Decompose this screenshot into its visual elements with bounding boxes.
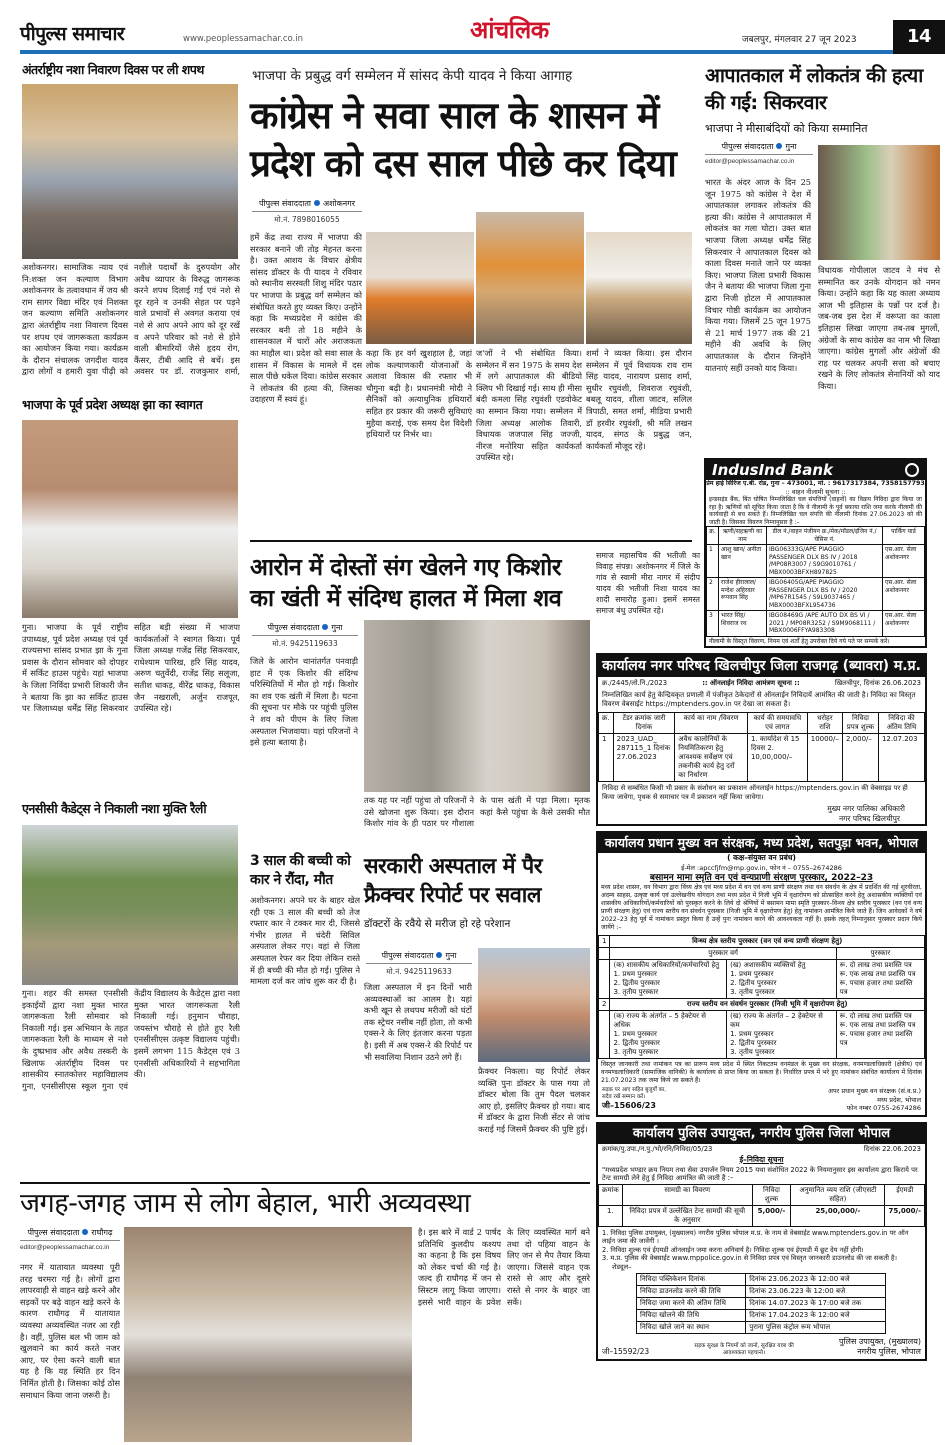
cell: रू. एक लाख तथा प्रशस्ति पत्र	[839, 1021, 916, 1029]
cell: निविदा खोले जाने का स्थान	[637, 1322, 746, 1334]
th: पार्किंग यार्ड	[883, 527, 925, 545]
ad-intro: निम्नलिखित कार्य हेतु केन्द्रियकृत प्रणाली में पंजीकृत ठेकेदारों से ऑनलाईन निविदायें आमंत्रित की जाती है। निविदा का विस्तृत विवरण वेबसाईट https://mptenders.gov.in पर देखा जा सकता है।	[602, 691, 916, 708]
cell: रू. दो लाख तथा प्रशस्ति पत्र	[839, 1012, 912, 1020]
cell: 3. तृतीय पुरस्कार	[613, 988, 659, 996]
th: सामग्री का विवरण	[622, 1184, 752, 1205]
auction-table	[706, 526, 925, 637]
bottom-email[interactable]: editor@peoplessamachar.co.in	[20, 1244, 110, 1251]
cell: दिनांक 17.04.2023 के 12:00 बजे	[746, 1310, 886, 1322]
right-subhead: भाजपा ने मीसाबंदियों को किया सम्मानित	[705, 122, 868, 135]
ad-date: खिलचीपुर, दिनांक 26.06.2023	[834, 679, 921, 687]
traffic-jam-photo	[124, 1227, 412, 1442]
cell: राजेश हीरालाल/ मन्देश अहिरवार रूपवान सिंह	[719, 578, 767, 611]
cell: निविदा खोलने की तिथि	[637, 1310, 746, 1322]
ad-signatory: अपर प्रधान मुख्य वन संरक्षक (सं.व.प्र.)	[828, 1087, 921, 1095]
award-category: विन्ध्य क्षेत्र स्तरीय पुरस्कार (वन एवं वन्य प्राणी संरक्षण हेतु)	[610, 936, 925, 948]
sagai-body: समाज महासचिव की भतीजी का विवाह संपन्न। अशोकनगर में जिले के गांव से स्वामी मीरा नागर में संदीप यादव की भतीजी निशा यादव का शादी समारोह हुआ। इसमें समस्त समाज बंधु उपस्थित रहे।	[596, 551, 700, 615]
cell: (ख) अशासकीय व्यक्तियों हेतु	[730, 961, 806, 969]
ad-signatory-office: नगर परिषद खिलचीपुर	[838, 814, 900, 823]
th: पुरस्कार वर्ग	[610, 948, 836, 960]
cell: 2. द्वितीय पुरस्कार	[613, 979, 660, 987]
story1-body: अशोकनगर। सामाजिक न्याय एवं नि:शक्त जन कल्याण विभाग अशोकनगर के तत्वावधान में जय श्री राम सागर विद्या मंदिर एवं निशक्त जन कल्याण समिति अशोकनगर द्वारा अंतर्राष्ट्रीय नशा निवारण दिवस पर शपथ एवं जागरूकता कार्यक्रम का आयोजन किया गया। कार्यक्रम के दौरान संचालक जगदीश यादव द्वारा लोगों व हमारी युवा पीढ़ी को नशीले पदार्थों के दुरुपयोग और अवैध व्यापार के विरुद्ध जागरूक करने शपथ दिलाई गई एवं नशे से दूर रहने व उनकी सेहत पर पड़ने वाले प्रभावों से अवगत कराया एवं नशे से आप अपने आप को दूर रखें व अपने परिवार को नशे से होने वाली बीमारियों जैसे हृदय रोग, कैंसर, टीबी आदि से बचें। इस अवसर पर डॉ. राजकुमार शर्मा,	[22, 262, 240, 377]
child-body: अशोकनगर। अपने घर के बाहर खेल रही एक 3 साल की बच्ची को तेज रफ्तार कार ने टक्कर मार दी, जिससे गंभीर हालत में चंदेरी सिविल अस्पताल लेकर गए। वहां से जिला अस्पताल रेफर कर दिया लेकिन रास्ते में ही बच्ची की मौत हो गई। पुलिस ने मामला दर्ज कर जांच शुरू कर दी है।	[250, 895, 360, 987]
main-body-col4: शर्मा ने व्यक्त किया। इस दौरान सम्मेलन में पूर्व विधायक राव राम सिंह यादव, नारायण प्रसाद शर्मा, सुधीर रघुवंशी, शिवराज रघुवंशी, बबलू यादव, शीला जाटव, सलिल त्रिपाठी, समत शर्मा, मीडिया प्रभारी डॉ हरवीर रघुवंशी, श्री मति लखन यादव, संगठ के प्रबुद्ध जन, कार्यकर्ता मौजूद रहे।	[586, 348, 692, 451]
right-body-2: विधायक गोपीलाल जाटव ने मंच से सम्मानित कर उनके योगदान को नमन किया। उन्होंने कहा कि यह काला अध्याय आज भी इतिहास के पन्नों पर दर्ज है। जब-जब इस देश में वरूप्ता का काला इतिहास लिखा जाएगा तब-तब मुगलों, अंग्रेजों के साथ कांग्रेस का नाम भी लिखा जाएगा। कांग्रेस मुगलों और अंग्रेजों की राह पर चलकर अपनी सत्ता को बचाए रखने के लिए लोकतंत्र सेनानियों को याद किया।	[818, 265, 940, 391]
cell: (ख) राज्य के अंतर्गत – 2 हेक्टेयर से कम	[730, 1012, 823, 1029]
th: धरोहर राशि	[807, 713, 842, 734]
cell: दिनांक 14.07.2023 के 17:00 बजे तक	[746, 1298, 886, 1310]
cell: 2023_UAD_ 287115_1 दिनांक 27.06.2023	[613, 734, 675, 782]
table-row	[707, 545, 925, 578]
bullet-icon	[776, 143, 782, 149]
right-byline: पीपुल्स संवाददाता	[721, 142, 774, 151]
main-headline: कांग्रेस ने सवा साल के शासन में प्रदेश को दस साल पीछे कर दिया	[250, 94, 676, 185]
cell: पुराना पुलिस कंट्रोल रूम भोपाल	[746, 1322, 886, 1334]
ad-intro: मध्य प्रदेश शासन, वन विभाग द्वारा विंध्य क्षेत्र एवं मध्य प्रदेश में वन एवं वन्य प्राणी संरक्षण तथा वन संवर्धन के क्षेत्र में प्रदर्शित की गई शूरवीरता, अदम्य साहस, उत्कृष्ट कार्य एवं उल्लेखनीय योगदान तथा मध्य प्रदेश में निजी भूमि में वृक्षारोपण को प्रोत्साहित करने हेतु अशासकीय व्यक्तियों एवं शासकीय अधिकारियों/कर्मचारियों को पुरस्कृत करने के लिये दो श्रेणियों में बसामन मामा स्मृति पुरस्कार–विन्ध्य क्षेत्र स्तरीय पुरस्कार (वन एवं वन्य प्राणी संरक्षण हेतु) एवं राज्य स्तरीय वन संवर्धन पुरस्कार (निजी भूमि में वृक्षारोपण हेतु) हेतु नामांकन आमंत्रित किये जाते हैं। जिन आवेदकों ने वर्ष 2022–23 हेतु पूर्व में नामांकन प्रस्तुत किया है उन्हें पुनः नामांकन करने की आवश्यकता नहीं है। इसके तहत् निम्नानुसार पुरस्कार प्रदान किये जायेंगे :–	[601, 884, 922, 931]
cell: 2. द्वितीय पुरस्कार	[730, 1039, 777, 1047]
ad-phone: फोन नम्बर 0755-2674286	[846, 1104, 921, 1112]
cell: एस.आर. सेला अशोकनगर	[883, 611, 925, 637]
th: क्र.	[707, 527, 719, 545]
ad-stack	[596, 458, 927, 1361]
masthead	[0, 0, 945, 58]
bottom-byline-box	[20, 1227, 120, 1251]
website-link[interactable]: www.peoplessamachar.co.in	[183, 34, 304, 44]
main-event-photo-2	[476, 212, 584, 344]
cell: रू. पचास हजार तथा प्रशस्ति पत्र	[839, 1030, 913, 1047]
right-email[interactable]: editor@peoplessamachar.co.in	[705, 158, 795, 165]
cell: 1. कार्यादेश से 15 दिवस 2. 10,00,000/–	[747, 734, 807, 782]
police-tender-ad	[596, 1122, 927, 1362]
newspaper-logo: पीपुल्स समाचार	[20, 23, 125, 45]
bottom-place: राघौगढ़	[91, 1228, 113, 1237]
bullet-icon	[322, 624, 328, 630]
cell: निविदा जमा करने की अंतिम तिथि	[637, 1298, 746, 1310]
indusind-row	[596, 458, 927, 648]
cell: अवैध कालोनियों के नियमितिकरण हेतु आवश्यक सर्वेक्षण एवं तकनीकी कार्य हेतु दरों का निर्धारण	[675, 734, 748, 782]
hospital-mobile: मो.नं. 9425119633	[386, 967, 452, 976]
ad-signatory: मुख्य नगर पालिका अधिकारी	[827, 804, 905, 813]
hospital-byline: पीपुल्स संवाददाता	[381, 951, 434, 960]
dateline: जबलपुर, मंगलवार 27 जून 2023	[742, 35, 857, 45]
auction-intro: इन्डसइंड बैंक, बिंत घोषित निम्नलिखित चल संपत्तियों (वाहनों) का विक्रय निविदा द्वारा किया जा रहा है। ऋणियों को सूचित किया जाता है कि वे नीलामी के पूर्व बकाया राशि जमा करके नीलामी की कार्यवाही से बच सकते हैं। निम्नलिखित चल संपत्ति की नीलामी दिनांक 27.06.2023 को की जाती है। जिसका विवरण निम्नानुसार है :–	[709, 496, 922, 526]
main-place: अशोकनगर	[322, 199, 355, 208]
story3-headline: एनसीसी कैडेट्स ने निकाली नशा मुक्ति रैली	[22, 801, 207, 816]
main-body-col3: ज'जों ने भी संबोधित किया। सम्मेलन में सन 1975 के समय देश में लगे आपातकाल की बीडियो क्लिप भी दिखाई गई। साथ ही मीसा बंदी कमला सिंह रघुवंशी एडवोकेट का सम्मान किया गया। सम्मेलन में जिला अध्यक्ष आलोक तिवारी, विधायक जजपाल सिंह जज्जी, नीरज मनोरिया सहित कार्यकर्ता उपस्थित रहे।	[476, 348, 582, 463]
sikarwar-photo	[818, 145, 940, 260]
main-byline-box	[252, 198, 362, 225]
th: क्र.	[599, 713, 614, 734]
note: 1. निविदा पुलिस उपायुक्त, (मुख्यालय) नगरीय पुलिस भोपाल म.प्र. के नाम से वेबसाईट www.mptenders.gov.in पर ऑन लाईन जमा की जावेंगी ।	[602, 1228, 909, 1245]
main-kicker: भाजपा के प्रबुद्ध वर्ग सम्मेलन में सांसद केपी यादव ने किया आगाह	[252, 68, 573, 84]
hospital-place: गुना	[445, 951, 457, 960]
cell: रू. एक लाख तथा प्रशस्ति पत्र	[839, 970, 916, 978]
cell: (क) राज्य के अंतर्गत – 5 हेक्टेयर से अधिक	[613, 1012, 706, 1029]
auction-footer: नीलामी के विस्तृत विवरण, नियम एवं शर्तों हेतु उपरोक्त दिये गये पते पर सम्पर्क करें।	[709, 637, 890, 645]
th: क्रमांक	[599, 1184, 623, 1205]
bottom-headline: जगह-जगह जाम से लोग बेहाल, भारी अव्यवस्था	[20, 1188, 471, 1219]
bullet-icon	[314, 200, 320, 206]
cell: 1. प्रथम पुरस्कार	[613, 970, 657, 978]
th: टेंडर क्रमांक जारी दिनांक	[613, 713, 675, 734]
ad-slogan: सड़क सुरक्षा के नियमों को जानो, सुरक्षित यात्रा की आवश्यकता पहचानो।	[694, 1343, 794, 1356]
right-headline: आपातकाल में लोकतंत्र की हत्या की गई: सिकरवार	[705, 64, 923, 114]
cell: आशु खान/ अनीता खान	[719, 545, 767, 578]
story3-body: गुना। शहर की समस्त एनसीसी इकाईयों द्वारा नशा मुक्त भारत जागरूकता रैली सोमवार को निकाली गई। इस अभियान के तहत जागरूकता रैली के माध्यम से नशे के दुष्प्रभाव और अवैध तस्करी के खिलाफ अंतर्राष्ट्रीय दिवस पर शासकीय स्नातकोत्तर महाविद्यालय गुना, एनसीसीएस स्कूल गुना एवं केंद्रीय विद्यालय के कैडेट्स द्वारा नशा मुक्त भारत जागरूकता रैली निकाली गई। हनुमान चौराहा, जयस्तंभ चौराहे से होते हुए रैली एनसीसीएस उत्कृष्ट विद्यालय पहुंची। इसमें लगभग 115 कैडेट्स एवं 3 एनसीसी अधिकारियों ने सहभागिता की।	[22, 988, 240, 1091]
cell: IBG08469G /APE AUTO DX BS VI / 2021 / MP08R3252 / S9M9068111 / MBX0006FFYA983308	[767, 611, 883, 637]
cell: 2,000/–	[843, 734, 879, 782]
tender-table	[598, 1184, 925, 1227]
schedule-table	[636, 1273, 886, 1334]
story2-headline: भाजपा के पूर्व प्रदेश अध्यक्ष झा का स्वागत	[22, 397, 203, 412]
story1-headline: अंतर्राष्ट्रीय नशा निवारण दिवस पर ली शपथ	[22, 62, 204, 77]
table-row	[637, 1310, 886, 1322]
ad-outro: विस्तृत जानकारी तथा नामांकन पत्र का प्रारूप मध्य प्रदेश में स्थित निकटतम वनमंडल के मुख्य वन संरक्षक, वनमण्डलाधिकारी (क्षेत्रीय) एवं वनमण्डलाधिकारी (सामाजिक वानिकी) के कार्यालय से प्राप्त किया जा सकता है। निर्धारित प्रपत्र में भरे हुए नामांकन संबंधित कार्यालय में दिनांक 21.07.2023 तक जमा किये जा सकते हैं।	[601, 1061, 922, 1084]
ncc-rally-photo	[22, 825, 238, 985]
ad-intro: "मध्यप्रदेश भण्डार क्रय नियम तथा सेवा उपार्जन नियम 2015 यथा संशोधित 2022 के नियमानुसार इस कार्यालय द्वारा किराये पर टेन्ट सामग्री लेने हेतु ई निविदा आमंत्रित की जाती है :–	[602, 1165, 918, 1182]
table-row	[637, 1298, 886, 1310]
aron-mobile: मो.नं. 9425119633	[272, 639, 338, 648]
ad-signatory: पुलिस उपायुक्त, (मुख्यालय)	[838, 1337, 921, 1346]
bottom-byline: पीपुल्स संवाददाता	[27, 1228, 80, 1237]
right-body: भारत के अंदर आज के दिन 25 जून 1975 को कांग्रेस ने देश में आपातकाल लगाकर लोकतंत्र की हत्या की। कांग्रेस ने आपातकाल में लोकतंत्र का गला घोटा। उक्त बात भाजपा जिला अध्यक्ष धर्मेंद्र सिंह सिकरवार ने आपातकाल दिवस को काला दिवस मनाते जाने पर व्यक्त किए। भाजपा जिला प्रभारी विकास जैन ने बताया की भाजपा जिला गुना द्वारा निजी होटल में आपातकाल विचार गोष्ठी कार्यक्रम का आयोजन किया गया। जिसमें 25 जून 1975 से 21 मार्च 1977 तक की 21 महीने की अवधि के लिए आपातकाल के दौरान जिन्होंने यातनाएं सहीं उनको याद किया।	[705, 177, 811, 373]
th: पुरस्कार	[836, 948, 924, 960]
cell: 3. तृतीय पुरस्कार	[613, 1048, 659, 1056]
main-event-photo-3	[586, 232, 692, 344]
cell: 10000/–	[807, 734, 842, 782]
th: कार्य की समयावधि एवं लागत	[747, 713, 807, 734]
cell: रू. दो लाख तथा प्रशस्ति पत्र	[839, 961, 912, 969]
cell: 1. प्रथम पुरस्कार	[613, 1030, 657, 1038]
indusind-auction-ad	[704, 458, 927, 648]
cell: निविदा प्रपत्र में उल्लेखित टेन्ट सामग्री की सूची के अनुसार	[622, 1205, 752, 1226]
cell: 25,00,000/-	[791, 1205, 885, 1226]
table-row	[637, 1274, 886, 1286]
th: कार्य का नाम /विवरण	[675, 713, 748, 734]
bottom-body-2: है। इस बारे में वार्ड 2 पार्षद प्रतिनिधि कुलदीप कश्यप का कहना है कि इस विषय को लेकर चर्चा की गई है। जल्द ही राघौगढ़ में जन से सिस्टम लागू किया जाएगा। इससे भारी वाहन के प्रवेश के लिए व्यवस्थित मार्ग बने तथा दो पहिया वाहन के लिए जन से मैप तैयार किया जाएगा। जिससे वाहन एक रास्ते से आए और दूसरे रास्ते से नगर के बाहर जा सकें।	[418, 1227, 590, 1307]
table-row	[637, 1286, 886, 1298]
th: निविदा प्रपत्र शुल्क	[843, 713, 879, 734]
ad-ref: क्र./2445/लो.नि./2023	[602, 679, 668, 687]
cell: भारत सिंह/ शिवराज रथ	[719, 611, 767, 637]
tender-table	[598, 712, 925, 782]
ad-contact: ई-मेल :apccfjfm@mp.gov.in, फोन नं – 0755–2674286	[681, 864, 842, 872]
cell: रू. पचास हजार तथा प्रशस्ति पत्र	[839, 979, 913, 996]
main-body-col1: हमें केंद्र तथा राज्य में भाजपा की सरकार बनाने जी तोड़ मेहनत करना है। उक्त आशय के विचार क्षेत्रीय सांसद डॉक्टर के पी यादव ने रविवार को स्थानीय सरस्वती शिशु मंदिर पठार पर भाजपा के प्रबुद्ध वर्ग सम्मेलन को संबोधित करते हुए व्यक्त किए। उन्होंने कहा कि मध्यप्रदेश में कांग्रेस की सरकार बनी तो 18 महीने के शासनकाल में चारों ओर अराजकता का माहौल था। प्रदेश को सवा साल के शासन में विकास के मामले में दस साल पीछे धकेल दिया। कांग्रेस सरकार ने लोकतंत्र की हत्या की, जिसका उदाहरण मैं स्वयं हूं।	[250, 232, 362, 405]
hospital-subhead: डॉक्टरों के रवैये से मरीज हो रहे परेशान	[364, 918, 511, 930]
right-place: गुना	[785, 142, 797, 151]
cell: 5,000/-	[752, 1205, 791, 1226]
cell: 12.07.203	[878, 734, 924, 782]
ad-footer: निविदा से सम्बंधित किसी भी प्रकार के संशोधन का प्रकाशन ऑनलाईन https://mptenders.gov.in की वेबसाइड पर ही किया जावेगा, पृथक से समाचार पत्र में प्रकाशन नहीं किया जावेगा।	[602, 784, 908, 801]
table-row	[707, 578, 925, 611]
patient-photo	[478, 948, 590, 1062]
cell: 1	[599, 734, 614, 782]
ad-title: कार्यालय पुलिस उपायुक्त, नगरीय पुलिस जिला भोपाल	[598, 1124, 925, 1144]
table-row	[599, 734, 925, 782]
award-category: राज्य स्तरीय वन संवर्धन पुरस्कार (निजी भूमि में वृक्षारोपण हेतु)	[610, 999, 925, 1011]
cell: IBG06405G/APE PIAGGIO PASSENGER DLX BS IV / 2020 /MP67R1545 / S9L9037465 / MBX0003BFXL954736	[767, 578, 883, 611]
hospital-body-2: फ्रैक्चर निकला। यह रिपोर्ट लेकर व्यक्ति पुनः डॉक्टर के पास गया तो डॉक्टर बोला कि तुम पैदल चलकर आए हो, इसलिए फ्रैक्चर हो गया। बाद में डॉक्टर के द्वारा निजी सेंटर से जांच कराई गई जिसमें फ्रैक्चर की पुष्टि हुई।	[478, 1066, 590, 1134]
main-body-col2: कहा कि हर वर्ग खुशहाल है, जहां लोक कल्याणकारी योजनाओं के अलावा विकास की रफ्तार भी चौगुना बढ़ी है। प्रधानमंत्री मोदी ने सैनिकों को अत्याधुनिक हथियारों सहित हर प्रकार की जरूरी सुविधाएं मुहैया कराई, एक समय देश विदेशी हथियारों पर निर्भर था।	[366, 348, 472, 440]
aron-victim-photo	[364, 620, 590, 792]
ad-ref: क्रमांक/पु.उपा./न.पु./भो/रनि/निविदा/05/23	[602, 1144, 713, 1153]
bullet-icon	[82, 1229, 88, 1235]
hospital-headline: सरकारी अस्पताल में पैर फ्रैक्चर रिपोर्ट पर सवाल	[364, 854, 542, 908]
hospital-byline-box	[366, 950, 472, 977]
oath-photo	[22, 84, 238, 259]
cell: 2. द्वितीय पुरस्कार	[730, 979, 777, 987]
forest-award-ad	[596, 831, 927, 1117]
schedule-label: शेड्यूल–	[612, 1262, 632, 1271]
table-row	[599, 1205, 925, 1226]
cell: निविदा पब्लिकेशन दिनांक	[637, 1274, 746, 1286]
cell: 1. प्रथम पुरस्कार	[730, 1030, 774, 1038]
ad-code: जी–15606/23	[602, 1101, 656, 1110]
award-title: बसामन मामा स्मृति वन एवं वन्यप्राणी संरक्षण पुरस्कार, 2022–23	[649, 873, 874, 883]
aron-place: गुना	[331, 623, 343, 632]
aron-headline: आरोन में दोस्तों संग खेलने गए किशोर का खंती में संदिग्ध हालत में मिला शव	[250, 553, 562, 612]
section-title: आंचलिक	[470, 16, 549, 44]
award-table: 1 विन्ध्य क्षेत्र स्तरीय पुरस्कार (वन एवं वन्य प्राणी संरक्षण हेतु) पुरस्कार वर्ग पुरस्कार (क) शासकीय अधिकारियों/कर्मचारियों हेतु 1. प्रथम पुरस्कार 2. द्वितीय पुरस्कार 3. तृतीय पुरस्कार (ख) अशासकीय व्यक्तियों हेतु 1. प्रथम पुरस्कार 2. द्वितीय पुरस्कार 3. तृतीय पुरस्कार रू. दो लाख तथा प्रशस्ति पत्र रू. एक लाख तथा प्रशस्ति पत्र रू. पचास हजार तथा प्रशस्ति पत्र 2 राज्य स्तरीय वन संवर्धन पुरस्कार (निजी भूमि में वृक्षारोपण हेतु) (क) राज्य के अंतर्गत – 5 हेक्टेयर से अधिक 1. प्रथम पुरस्कार 2. द्वितीय पुरस्कार 3. तृतीय पुरस्कार (ख) राज्य के अंतर्गत – 2 हेक्टेयर से कम 1. प्रथम पुरस्कार 2. द्वितीय पुरस्कार 3. तृतीय पुरस्कार रू. दो लाख तथा प्रशस्ति पत्र रू. एक लाख तथा प्रशस्ति पत्र रू. पचास हजार तथा प्रशस्ति पत्र	[598, 935, 925, 1059]
bottom-body-1: नगर में यातायात व्यवस्था पूरी तरह चरमरा गई है। लोगों द्वारा लापरवाही से वाहन खड़े करने और सड़कों पर बढ़े वाहन खड़े करने के कारण राघौगढ़ में यातायात व्यवस्था अव्यवस्थित नजर आ रही है। वहीं, पुलिस बल भी जाम को खुलवाने का कार्य करते नजर आए, पर ऐसा करने वाली बात यह है कि यह स्थिति हर दिन निर्मित होती है। जिसका कोई ठोस समाधान किया जाना जरूरी है।	[20, 1262, 120, 1400]
bank-address: प्रेम हाई सिंरिंज ए.बी. रोड, गुना – 473001, मो. : 9617317384, 7358157793	[706, 480, 925, 487]
th: डील नं./वाहन पंजीयन क्र./मेक/मॉडल/इंजिन नं./चेसिस नं.	[767, 527, 883, 545]
aron-byline: पीपुल्स संवाददाता	[267, 623, 320, 632]
cell: 2	[707, 578, 719, 611]
bullet-icon	[436, 952, 442, 958]
ad-date: दिनांक 22.06.2023	[863, 1144, 921, 1153]
table-row	[599, 1011, 925, 1059]
th: अनुमानित व्यय राशि (जीएसटी सहित)	[791, 1184, 885, 1205]
ad-notice: ई–निविदा सूचना	[739, 1154, 784, 1164]
cell: IBG06333G/APE PIAGGIO PASSENGER DLX BS IV / 2018 /MP08R3007 / S9G9010761 / MBX0003BFXH897825	[767, 545, 883, 578]
cell: 3. तृतीय पुरस्कार	[730, 988, 775, 996]
aron-byline-box	[252, 622, 358, 649]
ad-title: कार्यालय नगर परिषद खिलचीपुर जिला राजगढ़ (ब्यावरा) म.प्र.	[598, 655, 925, 677]
sagai-column	[596, 458, 700, 616]
th: निविदा की अंतिम तिथि	[878, 713, 924, 734]
story2-body: गुना। भाजपा के पूर्व राष्ट्रीय उपाध्यक्ष, पूर्व प्रदेश अध्यक्ष एवं पूर्व राज्यसभा सांसद प्रभात झा के गुना प्रवास के दौरान सोमवार को दोपहर में सर्किट हाउस पहुंचे। यहां भाजपा के जिला निर्विदा प्रभारी शिकारी जैन ने बताया कि झा का सर्किट हाउस पर जिलाध्यक्ष धर्मेंद्र सिंह सिकरवार सहित बड़ी संख्या में भाजपा कार्यकर्ताओं ने स्वागत किया। पूर्व जिला अध्यक्ष गजेंद्र सिंह सिकरवार, राधेश्याम पारिख, हरि सिंह यादव, अरुण चतुर्वेदी, राजेंद्र सिंह सलूजा, सतीश धाकड़, वीरेंद्र धाकड़, विकास जैन नखराली, अर्जुन राजपूत, उपस्थित रहे।	[22, 622, 240, 714]
auction-title: :: वाहन नीलामी सूचना ::	[785, 488, 846, 496]
ad-dept: ( कक्ष–संयुक्त वन प्रबंध)	[727, 853, 796, 862]
cell: निविदा डाउनलोड करने की तिथि	[637, 1286, 746, 1298]
cell: एस.आर. सेला अशोकनगर	[883, 578, 925, 611]
hospital-body: जिला अस्पताल में इन दिनों भारी अव्यवस्थाओं का आलम है। यहां कभी खून से लथपथ मरीजों को घंटों तक स्ट्रेचर नसीब नहीं होता, तो कभी एक्स-रे के लिए इंतजार करना पड़ता है। इसी में अब एक्स-रे की रिपोर्ट पर भी सवालिया निशान उठने लगे हैं।	[364, 982, 472, 1062]
page-number: 14	[893, 20, 945, 54]
note: 2. निविदा शुल्क एवं ईएमडी ऑनलाईन जमा करना अनिवार्य है। निविदा शुल्क एवं ईएमडी में छूट देय नहीं होगी।	[602, 1245, 864, 1254]
cell: दिनांक 23.06.223 के 12:00 बजे	[746, 1286, 886, 1298]
jha-welcome-photo	[22, 420, 238, 618]
bank-name: IndusInd Bank	[712, 461, 834, 479]
ad-slogan: सड़क पर आए सहित बुजुर्गों का, सदैव रखें सम्मान करें।	[602, 1087, 666, 1100]
cell: 3	[707, 611, 719, 637]
cell: 2. द्वितीय पुरस्कार	[613, 1039, 660, 1047]
ad-signatory-office: मध्य प्रदेश, भोपाल	[877, 1095, 921, 1104]
ad-title: कार्यालय प्रधान मुख्य वन संरक्षक, मध्य प्रदेश, सतपुड़ा भवन, भोपाल	[598, 833, 925, 853]
masthead-rule	[20, 50, 893, 54]
cell: 1.	[599, 1205, 623, 1226]
th: ईएमडी	[885, 1184, 925, 1205]
aron-body-2: तक यह पर नहीं पहुंचा तो परिजनों ने उसे खोजना शुरू किया। इस दौरान किशोर गांव के ही पठार पर गौशाला के पास खंती में पड़ा मिला। मृतक कहां कैसे पहुंचा के कैसे उसकी मौत	[364, 795, 590, 829]
th: ऋणी/सहऋणी का नाम	[719, 527, 767, 545]
table-row	[599, 960, 925, 999]
cell: (क) शासकीय अधिकारियों/कर्मचारियों हेतु	[613, 961, 720, 969]
child-headline: 3 साल की बच्ची को कार ने रौंदा, मौत	[250, 853, 351, 888]
note: 3. म.प्र. पुलिस की वेबसाईट www.mppolice.gov.in से निविदा प्रपत्र एवं विस्तृत जानकारी डाउनलोड की जा सकती है।	[602, 1254, 898, 1262]
table-row	[637, 1322, 886, 1334]
main-byline: पीपुल्स संवाददाता	[259, 199, 311, 208]
ad-notice: :: ऑनलाईन निविदा आमंत्रण सूचना ::	[702, 679, 800, 687]
right-byline-box	[705, 141, 813, 165]
cell: दिनांक 23.06.2023 के 12:00 बजे	[746, 1274, 886, 1286]
table-row	[707, 611, 925, 637]
ad-code: जी–15592/23	[602, 1347, 650, 1356]
th: निविदा शुल्क	[752, 1184, 791, 1205]
aron-body: जिले के आरोन थानांतर्गत पनवाड़ी हाट में एक किशोर की संदिग्ध परिस्थितियों में मौत हो गई। किशोर का शव एक खंती में मिला है। घटना की सूचना पर मौके पर पहुंची पुलिस ने शव को पीएम के लिए जिला अस्पताल भिजवाया। यहां परिजनों ने इसे हत्या बताया है।	[250, 656, 358, 748]
ad-signatory-office: नगरीय पुलिस, भोपाल	[857, 1347, 921, 1356]
divider	[20, 1182, 590, 1184]
cell: 1	[707, 545, 719, 578]
cell: 75,000/-	[885, 1205, 925, 1226]
bank-logo-icon	[905, 463, 919, 477]
nagar-parishad-tender-ad	[596, 653, 927, 826]
cell: 1. प्रथम पुरस्कार	[730, 970, 774, 978]
cell: एस.आर. सेला अशोकनगर	[883, 545, 925, 578]
main-mobile: मो.नं. 7898016055	[274, 215, 340, 224]
main-event-photo-1	[366, 232, 474, 344]
cell: 3. तृतीय पुरस्कार	[730, 1048, 775, 1056]
